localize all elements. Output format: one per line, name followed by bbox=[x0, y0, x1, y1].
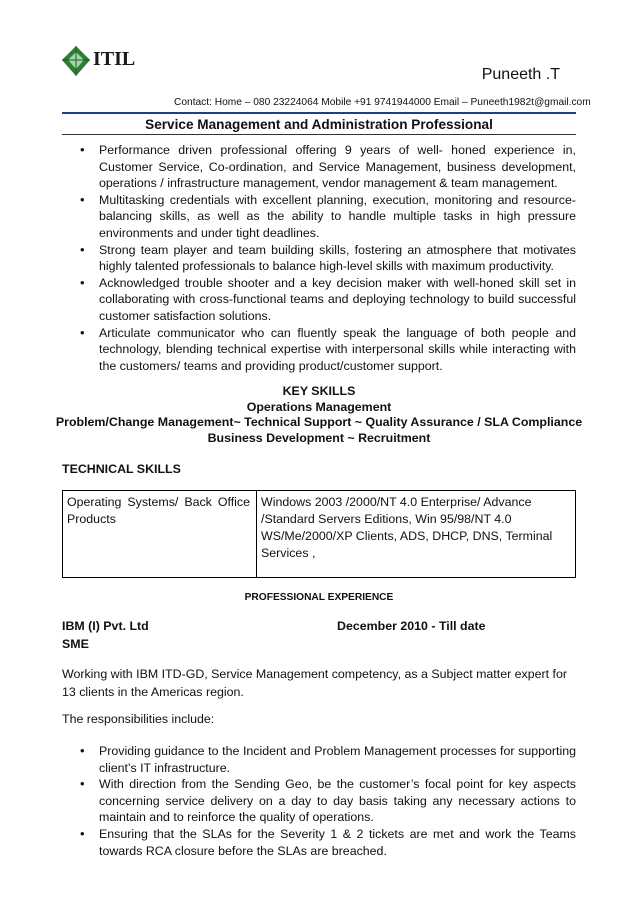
responsibility-item: • Providing guidance to the Incident and Problem Management processes for supporting client’s IT infrastructure. bbox=[62, 743, 576, 776]
technical-skills-table bbox=[62, 490, 576, 578]
tech-value-line: Windows 2003 /2000/NT 4.0 Enterprise/ Advance bbox=[261, 495, 532, 509]
key-skills-heading: KEY SKILLS bbox=[282, 384, 356, 398]
employment-dates: December 2010 - Till date bbox=[337, 619, 486, 633]
key-skills-line: Problem/Change Management~ Technical Support ~ Quality Assurance / SLA Compliance bbox=[55, 415, 583, 429]
candidate-name: Puneeth .T bbox=[481, 66, 560, 83]
summary-item: • Articulate communicator who can fluently speak the language of both people and technology, blending technical expertise with interpersonal skills while interacting with the customers/ teams and providing product/customer support. bbox=[62, 325, 576, 375]
tech-label-cell: Operating Systems/ Back Office Products bbox=[67, 495, 250, 526]
contact-line: Contact: Home – 080 23224064 Mobile +91 9741944000 Email – Puneeth1982t@gmail.com bbox=[174, 97, 591, 108]
role-description: Working with IBM ITD-GD, Service Management competency, as a Subject matter expert for 13 clients in the Americas region. bbox=[62, 667, 567, 699]
tech-value-line: Services , bbox=[261, 546, 316, 560]
summary-item: • Multitasking credentials with excellent planning, execution, monitoring and resource-balancing skills, as well as the ability to handle multiple tasks in high pressure environments and under tight deadlines. bbox=[62, 192, 576, 242]
responsibility-item: • Ensuring that the SLAs for the Severity 1 & 2 tickets are met and work the Teams towards RCA closure before the SLAs are breached. bbox=[62, 826, 576, 859]
table-divider bbox=[256, 491, 257, 577]
technical-skills-heading: TECHNICAL SKILLS bbox=[62, 462, 181, 476]
key-skills-line: Operations Management bbox=[246, 400, 392, 414]
summary-item: • Strong team player and team building skills, fostering an atmosphere that motivates highly talented professionals to balance high-level skills with maximum productivity. bbox=[62, 242, 576, 275]
responsibilities-list bbox=[62, 743, 576, 859]
summary-item: • Performance driven professional offering 9 years of well- honed experience in, Customer Service, Co-ordination, and Service Management, business development, operations / infrastructure management, vendor management & team management. bbox=[62, 142, 576, 192]
logo-text: ITIL bbox=[93, 48, 136, 70]
responsibilities-intro: The responsibilities include: bbox=[62, 712, 215, 726]
summary-list bbox=[62, 142, 576, 374]
job-role: SME bbox=[62, 637, 89, 651]
responsibility-item: • With direction from the Sending Geo, be the customer’s focal point for key aspects concerning service delivery on a day to day basis taking any necessary actions to maintain and to reinforce the quality of operations. bbox=[62, 776, 576, 826]
tech-value-cell bbox=[261, 494, 566, 562]
header-rule bbox=[62, 112, 576, 114]
professional-headline: Service Management and Administration Professional bbox=[145, 117, 493, 132]
company-name: IBM (I) Pvt. Ltd bbox=[62, 619, 149, 633]
key-skills-line: Business Development ~ Recruitment bbox=[207, 431, 431, 445]
experience-heading: PROFESSIONAL EXPERIENCE bbox=[244, 592, 394, 603]
summary-item: • Acknowledged trouble shooter and a key decision maker with well-honed skill set in collaborating with cross-functional teams and deploying technology to build successful customer satisfaction solutions. bbox=[62, 275, 576, 325]
headline-rule bbox=[62, 134, 576, 135]
tech-value-line: /Standard Servers Editions, Win 95/98/NT 4.0 bbox=[261, 512, 512, 526]
tech-value-line: WS/Me/2000/XP Clients, ADS, DHCP, DNS, Terminal bbox=[261, 529, 553, 543]
